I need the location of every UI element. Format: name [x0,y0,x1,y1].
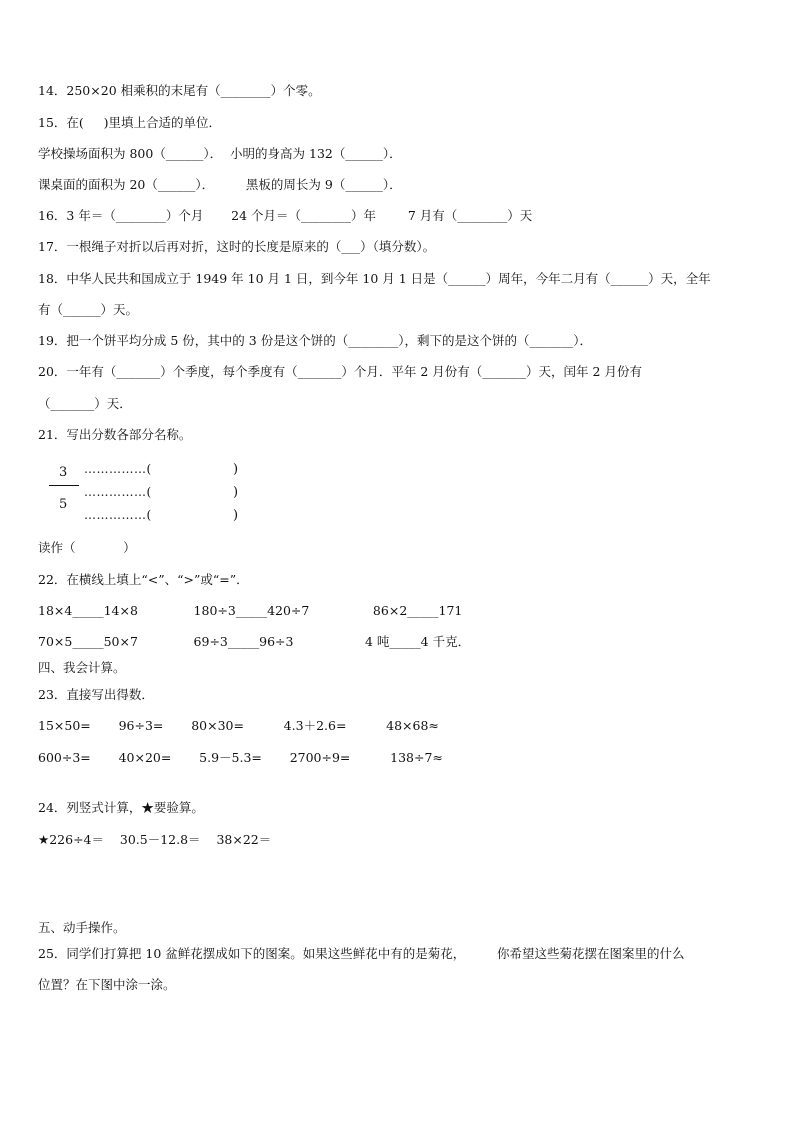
question-18-line-1: 18．中华人民共和国成立于 1949 年 10 月 1 日，到今年 10 月 1 日是（______）周年，今年二月有（______）天，全年 [38,271,711,286]
question-21-read: 读作（ ） [38,540,136,555]
question-19: 19．把一个饼平均分成 5 份，其中的 3 份是这个饼的（________），剩下的是这个饼的（_______）． [38,333,592,348]
section-4-heading: 四、我会计算。 [38,660,126,675]
question-17: 17．一根绳子对折以后再对折，这时的长度是原来的（___）（填分数）。 [38,239,436,254]
numerator-label-leader: ……………( [84,462,152,476]
question-16: 16．3 年＝（________）个月 24 个月＝（________）年 7 月有（________）天 [38,208,533,223]
question-24-title: 24．列竖式计算，★要验算。 [38,800,204,815]
fraction-bar [49,485,79,486]
denominator-label-close: ) [233,508,239,523]
question-22-row-2: 70×5_____50×7 69÷3_____96÷3 4 吨_____4 千克． [38,634,471,649]
question-22-row-1: 18×4_____14×8 180÷3_____420÷7 86×2_____171 [38,603,463,618]
question-21-title: 21．写出分数各部分名称。 [38,427,192,442]
question-15-line-2: 课桌面的面积为 20（______）． 黑板的周长为 9（______）． [38,177,402,192]
denominator-label-leader: ……………( [84,508,152,522]
question-14: 14．250×20 相乘积的末尾有（________）个零。 [38,83,321,98]
question-25-line-1: 25．同学们打算把 10 盆鲜花摆成如下的图案。如果这些鲜花中有的是菊花， 你希望这些菊花摆在图案里的什么 [38,946,685,961]
question-15-line-1: 学校操场面积为 800（______）． 小明的身高为 132（______）． [38,146,402,161]
question-18-line-2: 有（______）天。 [38,302,139,317]
question-23-row-1: 15×50= 96÷3= 80×30= 4.3＋2.6= 48×68≈ [38,718,439,733]
question-23-row-2: 600÷3= 40×20= 5.9－5.3= 2700÷9= 138÷7≈ [38,750,443,765]
question-20-line-1: 20．一年有（_______）个季度，每个季度有（_______）个月．平年 2 月份有（_______）天，闰年 2 月份有 [38,364,642,379]
fraction-denominator: 5 [59,497,68,512]
question-15-title: 15．在( )里填上合适的单位． [38,115,222,130]
fraction-numerator: 3 [59,465,68,480]
section-5-heading: 五、动手操作。 [38,920,126,935]
question-23-title: 23．直接写出得数． [38,687,154,702]
question-20-line-2: （_______）天． [38,396,132,411]
bar-label-close: ) [233,485,239,500]
question-24-row: ★226÷4＝ 30.5－12.8＝ 38×22＝ [38,832,272,847]
numerator-label-close: ) [233,462,239,477]
question-22-title: 22．在横线上填上“<”、“>”或“=”． [38,572,249,587]
question-25-line-2: 位置？在下图中涂一涂。 [38,977,176,992]
bar-label-leader: ……………( [84,485,152,499]
